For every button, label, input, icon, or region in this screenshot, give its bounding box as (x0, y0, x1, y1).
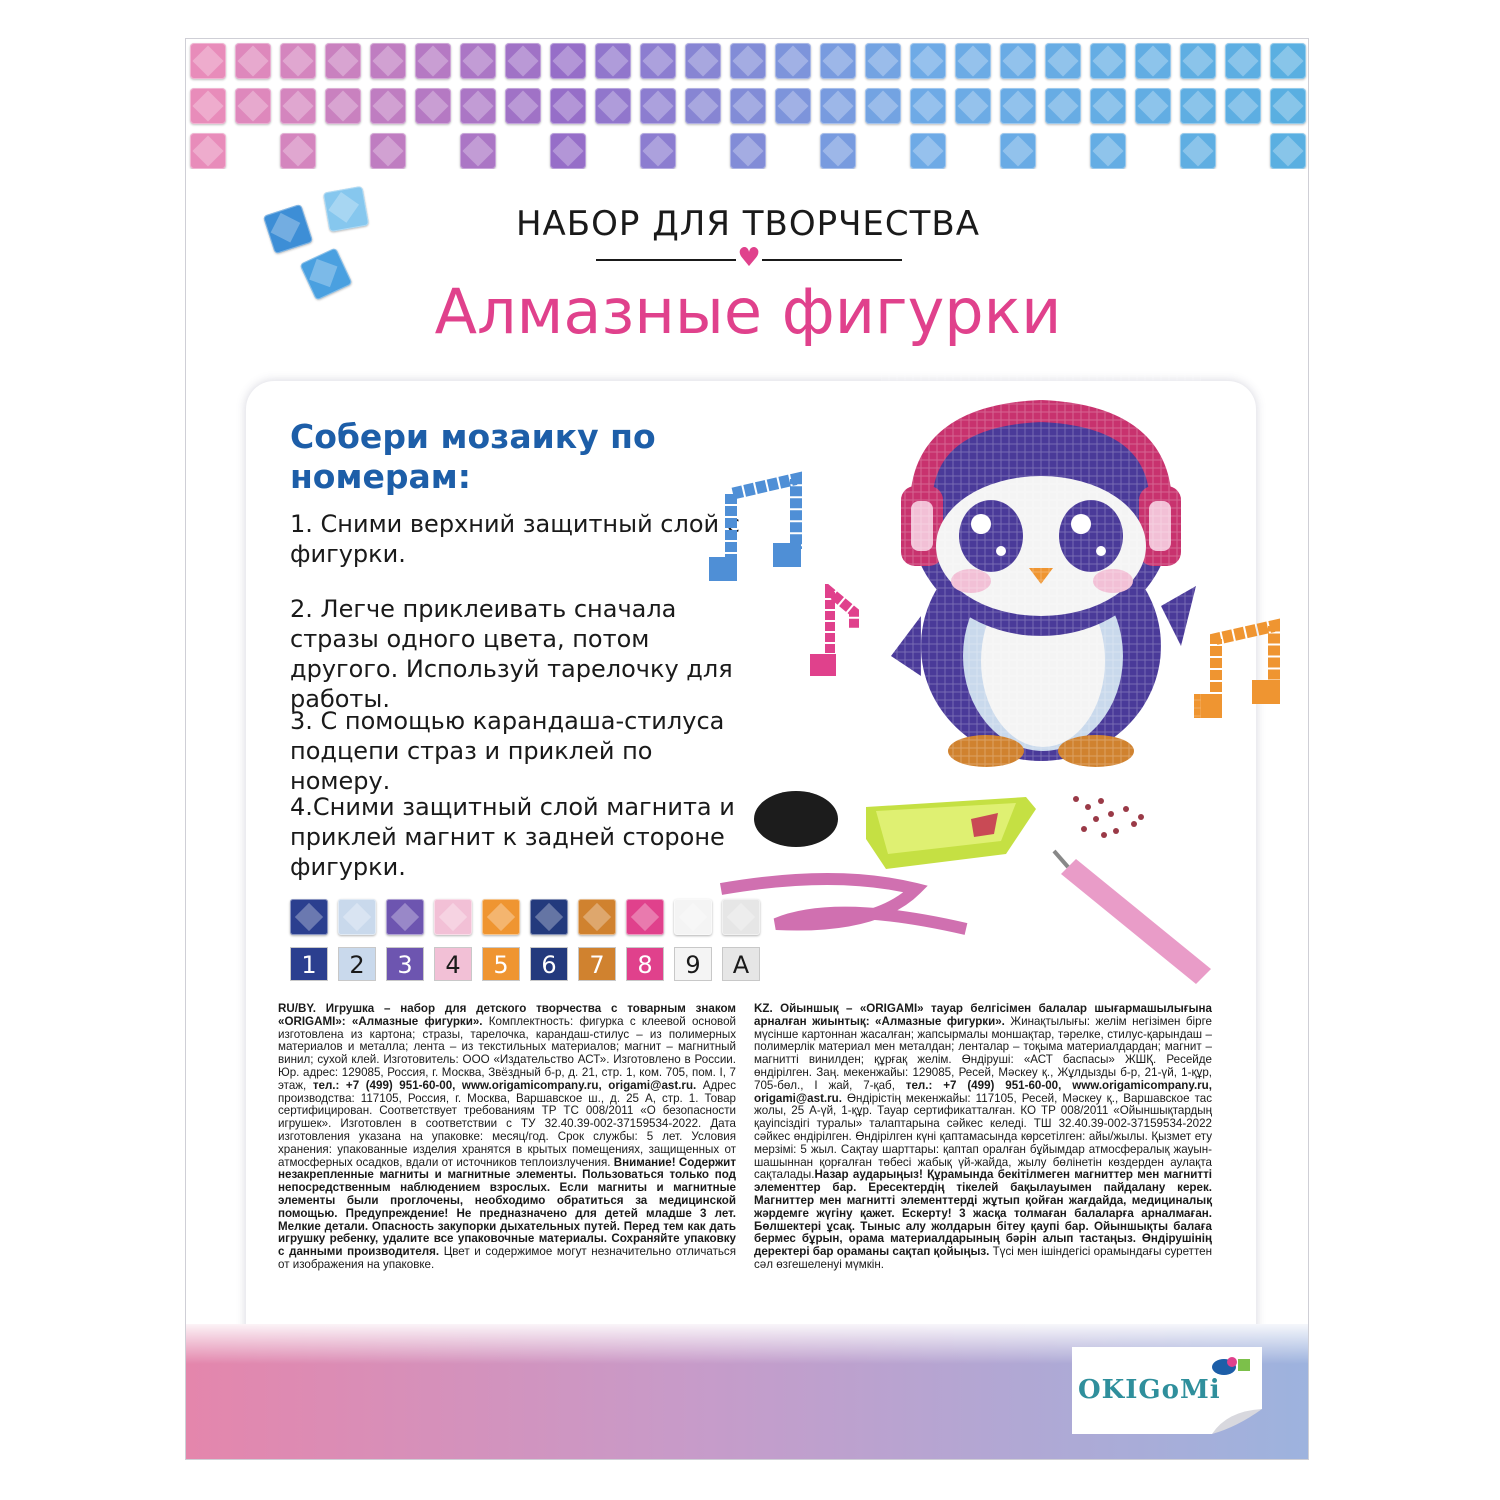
rhinestone (640, 43, 676, 79)
rhinestone (325, 88, 361, 124)
legal-ru-body2: Адрес производства: 117105, Россия, г. Москва, Варшавское ш., д. 25 А, стр. 1. Товар сертифицирован. Соответствует требованиям ТР ТС 008/2011 «О безопасности игрушек». Изготовлен в соответствии с ТУ 32.40.39-002-37159534-2022. Дата изготовления указана на упаковке: месяц/год. Срок службы: 5 лет. Условия хранения: упакованные изделия хранятся в крытых помещениях, защищенных от атмосферных осадков, вдали от источников теплоизлучения. (278, 1078, 736, 1169)
rhinestone (1090, 88, 1126, 124)
blue-music-note-icon (701, 469, 811, 599)
pink-music-note-icon (804, 584, 874, 684)
rhinestone (730, 88, 766, 124)
origami-logo: OKIGoMi (1078, 1375, 1221, 1405)
page-title: Алмазные фигурки (434, 275, 1062, 348)
rhinestone (460, 88, 496, 124)
rhinestone (685, 88, 721, 124)
rhinestone (1180, 133, 1216, 169)
rhinestone-color-sample (674, 899, 712, 935)
kit-accessories-illustration (716, 779, 1236, 1019)
color-number-label: 4 (434, 947, 472, 981)
rhinestone (1225, 88, 1261, 124)
rhinestone (460, 43, 496, 79)
legal-kz-warning: Назар аударыңыз! Құрамында бекітілмеген магниттер мен магнитті элементтер бар. Ересектердің тікелей бақылауымен пайдалану керек. Магниттер мен магнитті элементтерді жұтып қойған жағдайда, медициналық жәрдемге жүгіну қажет. Ескерту! 3 жасқа толмаған балаларға арналмаған. Бөлшектері ұсақ. Тыныс алу жолдарын бітеу қаупі бар. Ойыншықты балаға бермес бұрын, орама материалдарының бәрін алып тастаңыз. Өндірушінің деректері бар ораманы сақтап қойыңыз. (754, 1168, 1212, 1259)
rhinestone (820, 88, 856, 124)
rhinestone (1000, 133, 1036, 169)
palette-swatch-3 (386, 899, 424, 979)
rhinestone (235, 88, 271, 124)
rhinestone (190, 88, 226, 124)
legal-ru-contacts: тел.: +7 (499) 951-60-00, www.origamicompany.ru, origami@ast.ru. (306, 1078, 697, 1092)
legal-kz-tail: Түсі мен ішіндегісі орамындағы суреттен сәл өзгешеленуі мүмкін. (754, 1245, 1212, 1271)
rhinestone-color-sample (338, 899, 376, 935)
rhinestone (460, 133, 496, 169)
rhinestone (775, 43, 811, 79)
palette-swatch-8 (626, 899, 664, 979)
legal-kz-body1: Жинақтылығы: желім негізімен бірге мүсінше картоннан жасалған; жапсырмалы моншақтар, тәрелке, стилус-қарындаш – полимерлік материал мен металдан; ленталар – тоқыма материалдардан; магнит – магнитті винилден; құрғақ желім. Өндіруші: «АСТ баспасы» ЖШҚ. Ресейде өндірілген. Заң. мекенжайы: 129085, Ресей, Мәскеу қ., Жұлдызды б-р, 21-үй, 1-құр, 705-бөл., I жай, 7-қаб, (754, 1014, 1212, 1092)
palette-swatch-5 (482, 899, 520, 979)
legal-kz-lead: KZ. Ойыншық – «ORIGAMI» тауар белгісімен балалар шығармашылығына арналған жиынтық: «Алмазные фигурки». (754, 1002, 1212, 1028)
rhinestone (730, 43, 766, 79)
rhinestone (955, 88, 991, 124)
rhinestone (1270, 43, 1306, 79)
rhinestone (370, 133, 406, 169)
palette-swatch-6 (530, 899, 568, 979)
rhinestone-color-sample (386, 899, 424, 935)
rhinestone (1270, 133, 1306, 169)
color-number-label: 9 (674, 947, 712, 981)
palette-swatch-9 (674, 899, 712, 979)
color-number-label: 6 (530, 947, 568, 981)
rhinestone (820, 43, 856, 79)
legal-ru-warning: Внимание! Содержит незакрепленные магниты и магнитные элементы. Пользоваться только под непосредственным наблюдением взрослых. Если магниты и магнитные элементы были проглочены, необходимо обратиться за медицинской помощью. Предупреждение! Не предназначено для детей младше 3 лет. Мелкие детали. Опасность закупорки дыхательных путей. Перед тем как дать игрушку ребенку, удалите все упаковочные материалы. Сохраняйте упаковку с данными производителя. (278, 1155, 736, 1259)
rhinestone (325, 43, 361, 79)
rhinestone (1045, 88, 1081, 124)
loose-rhinestones (1073, 796, 1144, 838)
rhinestone (1000, 88, 1036, 124)
rhinestone (1135, 88, 1171, 124)
rhinestone-color-sample (482, 899, 520, 935)
rhinestone (550, 43, 586, 79)
rhinestone-color-sample (530, 899, 568, 935)
rhinestone (1180, 43, 1216, 79)
rhinestone (550, 133, 586, 169)
rhinestone (1090, 133, 1126, 169)
rhinestone (955, 43, 991, 79)
color-number-label: 1 (290, 947, 328, 981)
rhinestone (1045, 43, 1081, 79)
rhinestone (235, 43, 271, 79)
color-number-label: 7 (578, 947, 616, 981)
rhinestone (1270, 88, 1306, 124)
rhinestone (280, 43, 316, 79)
rhinestone (730, 133, 766, 169)
rhinestone (910, 43, 946, 79)
legal-text-kz (754, 1003, 1212, 1272)
rhinestone (505, 43, 541, 79)
rhinestone (280, 88, 316, 124)
rhinestone (1225, 43, 1261, 79)
package-card (185, 38, 1309, 1460)
rhinestone (640, 88, 676, 124)
legal-kz-body2: Өндірістің мекенжайы: 117105, Ресей, Мәскеу қ., Варшавское тас жолы, 25 А-үй, 1-құр. Тауар сертификатталған. КО ТР 008/2011 «Ойыншықтардың қауіпсіздігі туралы» талаптарына сәйкес келеді. ТШ 32.40.39-002-37159534-2022 сәйкес өндірілген. Өндірілген күні қаптамасында көрсетілген: айы/жылы. Қызмет ету мерзімі: 5 жыл. Сақтау шарттары: қаптап оралған бұйымдар атмосфералық жауын-шашыннан қорғалған төбесі жабық үй-жайда, жылу бөлінетін көздерден аулақта сақталады. (754, 1091, 1212, 1182)
color-number-label: 2 (338, 947, 376, 981)
palette-swatch-1 (290, 899, 328, 979)
rhinestone (190, 133, 226, 169)
heart-icon: ♥ (737, 243, 761, 273)
instruction-step-3: 3. С помощью карандаша-стилуса подцепи страз и приклей по номеру. (290, 707, 725, 795)
palette-swatch-4 (434, 899, 472, 979)
rhinestone (190, 43, 226, 79)
color-number-label: A (722, 947, 760, 981)
instruction-step-2: 2. Легче приклеивать сначала стразы одного цвета, потом другого. Используй тарелочку для работы. (290, 595, 733, 713)
rhinestone-color-sample (290, 899, 328, 935)
stylus-pen (1061, 859, 1211, 984)
color-number-label: 8 (626, 947, 664, 981)
color-number-label: 3 (386, 947, 424, 981)
rhinestone-color-sample (626, 899, 664, 935)
legal-ru-tail: Цвет и содержимое могут незначительно отличаться от изображения на упаковке. (278, 1245, 737, 1271)
rhinestone (1180, 88, 1216, 124)
color-number-label: 5 (482, 947, 520, 981)
rhinestone (1090, 43, 1126, 79)
rhinestone (820, 133, 856, 169)
rhinestone (370, 43, 406, 79)
legal-ru-lead: RU/BY. Игрушка – набор для детского творчества с товарным знаком «ORIGAMI»: «Алмазные фигурки». (278, 1002, 736, 1028)
rhinestone (1135, 43, 1171, 79)
rhinestone-border-band (186, 39, 1309, 169)
magnet-disc (754, 791, 838, 847)
legal-text-ru (278, 1003, 736, 1272)
palette-swatch-7 (578, 899, 616, 979)
palette-swatch-A (722, 899, 760, 979)
page-subtitle: НАБОР ДЛЯ ТВОРЧЕСТВА (515, 204, 981, 244)
rhinestone-color-sample (434, 899, 472, 935)
orange-music-note-icon (1186, 614, 1286, 724)
legal-ru-body1: Комплектность: фигурка с клеевой основой изготовлена из картона; стразы, тарелочка, карандаш-стилус – из полимерных материалов и металла; лента – из текстильных материалов; магнит – магнитный винил; сухой клей. Изготовитель: ООО «Издательство АСТ». Изготовлено в России. Юр. адрес: 129085, Россия, г. Москва, Звёздный б-р, д. 21, стр. 1, ком. 705, пом. I, 7 этаж, (278, 1014, 736, 1092)
rhinestone (1000, 43, 1036, 79)
rhinestone (370, 88, 406, 124)
rhinestone (865, 43, 901, 79)
rhinestone (685, 43, 721, 79)
rhinestone (550, 88, 586, 124)
rhinestone (775, 88, 811, 124)
rhinestone (280, 133, 316, 169)
rhinestone (910, 133, 946, 169)
rhinestone (415, 43, 451, 79)
rhinestone (505, 88, 541, 124)
rhinestone-color-sample (578, 899, 616, 935)
instruction-step-1: 1. Сними верхний защитный слой с фигурки. (290, 510, 740, 568)
rhinestone (415, 88, 451, 124)
rhinestone (595, 43, 631, 79)
legal-kz-contacts: тел.: +7 (499) 951-60-00, www.origamicompany.ru, origami@ast.ru. (754, 1078, 1212, 1105)
rhinestone (865, 88, 901, 124)
rhinestone (640, 133, 676, 169)
instruction-step-4: 4.Сними защитный слой магнита и приклей магнит к задней стороне фигурки. (290, 793, 735, 881)
rhinestone (595, 88, 631, 124)
penguin-mosaic-figure (881, 356, 1201, 776)
rhinestone (910, 88, 946, 124)
palette-swatch-2 (338, 899, 376, 979)
rhinestone-color-sample (722, 899, 760, 935)
instructions-heading: Собери мозаику по номерам: (290, 417, 656, 496)
